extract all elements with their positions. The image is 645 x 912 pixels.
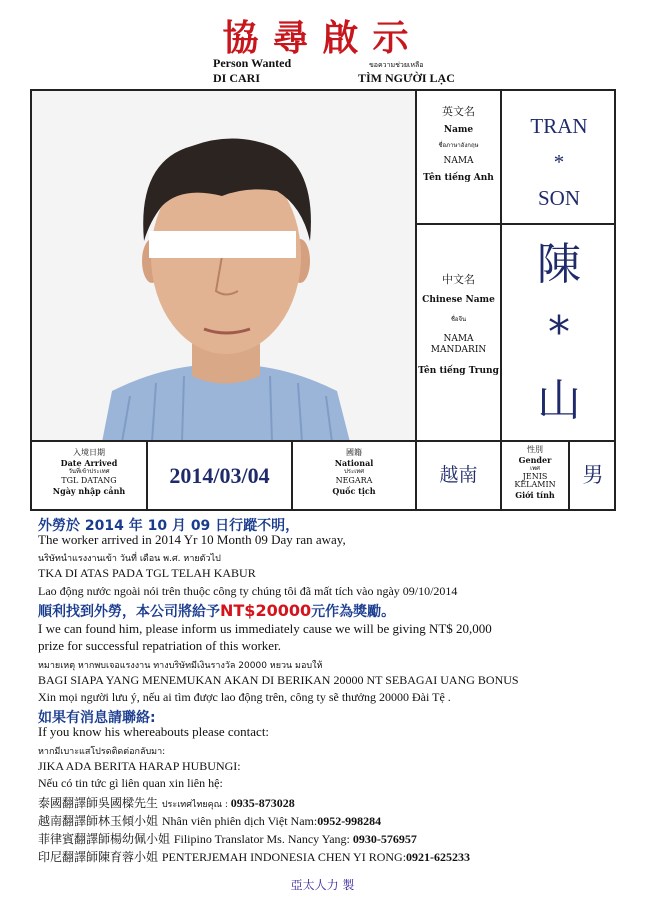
reward-cn-suffix: 元作為獎勵。 (311, 604, 396, 620)
translator-indonesia-label: PENTERJEMAH INDONESIA CHEN YI RONG: (161, 850, 407, 864)
date-arrived-label-cn: 入境日期 (73, 448, 105, 457)
nationality-label-id: NEGARA (335, 475, 373, 485)
date-arrived-label-vn: Ngày nhập cảnh (52, 485, 126, 496)
english-name-label-vn: Tên tiếng Anh (423, 172, 494, 183)
translator-vietnam (38, 812, 381, 829)
reward-cn-prefix: 順利找到外勞，本公司將給予 (38, 604, 220, 620)
date-arrived-label-id: TGL DATANG (61, 475, 117, 485)
worker-portrait-image (32, 91, 417, 442)
translator-thai-name: 泰國翻譯師吳國樑先生 (38, 796, 162, 810)
notice-th: นริษัทนำแรงงานเข้า วันที่ เดือน พ.ศ. หายตัวไป (38, 554, 221, 564)
chinese-name-label-en: Chinese Name (422, 294, 495, 305)
reward-th: หมายเหตุ หากพบเจอแรงงาน ทางบริษัทมีเงินรางวัล 20000 หยวน มอบให้ (38, 661, 323, 671)
date-arrived-label-en: Date Arrived (60, 458, 118, 468)
chinese-name-label-th: ชื่อจีน (450, 316, 467, 323)
translator-vietnam-label: Nhân viên phiên dịch Việt Nam: (161, 814, 318, 828)
worker-photo (32, 91, 417, 442)
contact-en: If you know his whereabouts please contact: (38, 724, 270, 739)
date-arrived-label-th: วันที่เข้าประเทศ (68, 468, 110, 475)
english-name-first: TRAN (530, 114, 588, 138)
nationality-label-cell (293, 442, 417, 509)
reward-id: BAGI SIAPA YANG MENEMUKAN AKAN DI BERIKAN 20000 NT SEBAGAI UANG BONUS (38, 673, 519, 687)
date-arrived-label-cell (32, 442, 148, 509)
chinese-name-label-cell (417, 225, 502, 442)
english-name-label-cell (417, 91, 502, 225)
translator-thai (38, 794, 295, 811)
chinese-name-label-vn: Tên tiếng Trung (418, 366, 499, 376)
chinese-name-value (502, 225, 616, 442)
person-wanted-label: Person Wanted (213, 56, 292, 70)
notice-id: TKA DI ATAS PADA TGL TELAH KABUR (38, 566, 256, 580)
gender-value: 男 (582, 463, 604, 487)
di-cari-label: DI CARI (213, 71, 261, 85)
thai-subtitle: ขอความช่วยเหลือ (369, 61, 424, 69)
translator-filipino-phone: 0930-576957 (352, 832, 417, 846)
gender-label-en: Gender (518, 455, 552, 465)
contact-id: JIKA ADA BERITA HARAP HUBUNGI: (38, 759, 241, 773)
contact-cn: 如果有消息請聯絡: (38, 710, 156, 726)
notice-cn: 外勞於 2014 年 10 月 09 日行蹤不明， (38, 518, 300, 534)
translator-filipino-name: 菲律賓翻譯師楊幼佩小姐 (38, 832, 174, 846)
date-arrived-value: 2014/03/04 (148, 442, 293, 509)
info-table (30, 89, 616, 511)
vn-subtitle: TÌM NGƯỜI LẠC (358, 71, 455, 85)
english-name-mask: * (553, 150, 565, 174)
gender-label-cell (502, 442, 570, 509)
chinese-name-mask: * (548, 307, 570, 358)
reward-cn (38, 601, 395, 621)
english-name-label-id: NAMA (443, 155, 474, 166)
nationality-value: 越南 (417, 442, 502, 509)
reward-en-1: I we can found him, please inform us immediately cause we will be giving NT$ 20,000 (38, 621, 492, 636)
english-name-label-cn: 英文名 (442, 105, 475, 118)
gender-label-vn: Giới tính (515, 490, 555, 501)
chinese-name-label-cn: 中文名 (442, 273, 475, 286)
notice-en: The worker arrived in 2014 Yr 10 Month 09 Day ran away, (38, 532, 346, 547)
notice-vn: Lao động nước ngoài nói trên thuộc công ty chúng tôi đã mất tích vào ngày 09/10/2014 (38, 584, 458, 598)
english-name-value (502, 91, 616, 225)
nationality-label-cn: 國籍 (346, 448, 362, 457)
gender-label-id: JENIS KELAMIN (514, 471, 556, 490)
translator-indonesia-phone: 0921-625233 (406, 850, 471, 864)
nationality-label-vn: Quốc tịch (332, 485, 376, 496)
translator-thai-label: ประเทศไทยคุณ : (161, 800, 231, 810)
english-name-label-th: ชื่อภาษาอังกฤษ (438, 142, 479, 149)
translator-indonesia (38, 848, 470, 865)
chinese-name-surname: 陳 (537, 239, 581, 290)
translator-filipino (38, 830, 417, 847)
footer-credit: 亞太人力 製 (290, 878, 355, 892)
reward-en-2: prize for successful repatriation of this worker. (38, 638, 281, 653)
nationality-label-en: National (334, 458, 374, 468)
translator-vietnam-phone: 0952-998284 (317, 814, 382, 828)
translator-thai-phone: 0935-873028 (230, 796, 295, 810)
gender-label-cn: 性別 (527, 445, 543, 454)
english-name-last: SON (537, 186, 580, 210)
english-name-label-en: Name (443, 124, 474, 135)
nationality-label-th: ประเทศ (343, 468, 365, 475)
gender-label-th: เพศ (530, 465, 540, 472)
contact-th: หากมีเบาะแสโปรดติดต่อกลับมา: (38, 747, 166, 757)
translator-filipino-label: Filipino Translator Ms. Nancy Yang: (173, 832, 353, 846)
contact-vn: Nếu có tin tức gì liên quan xin liên hệ: (38, 776, 223, 790)
chinese-name-given: 山 (537, 375, 581, 426)
reward-vn: Xin mọi người lưu ý, nếu ai tìm được lao động trên, công ty sẽ thưởng 20000 Đài Tệ . (38, 690, 451, 704)
translator-indonesia-name: 印尼翻譯師陳育蓉小姐 (38, 850, 162, 864)
chinese-name-label-id: NAMA MANDARIN (430, 333, 487, 355)
reward-amount: NT$20000 (220, 601, 312, 620)
poster-title: 協尋啟示 (222, 17, 423, 59)
translator-vietnam-name: 越南翻譯師林玉傾小姐 (38, 814, 162, 828)
